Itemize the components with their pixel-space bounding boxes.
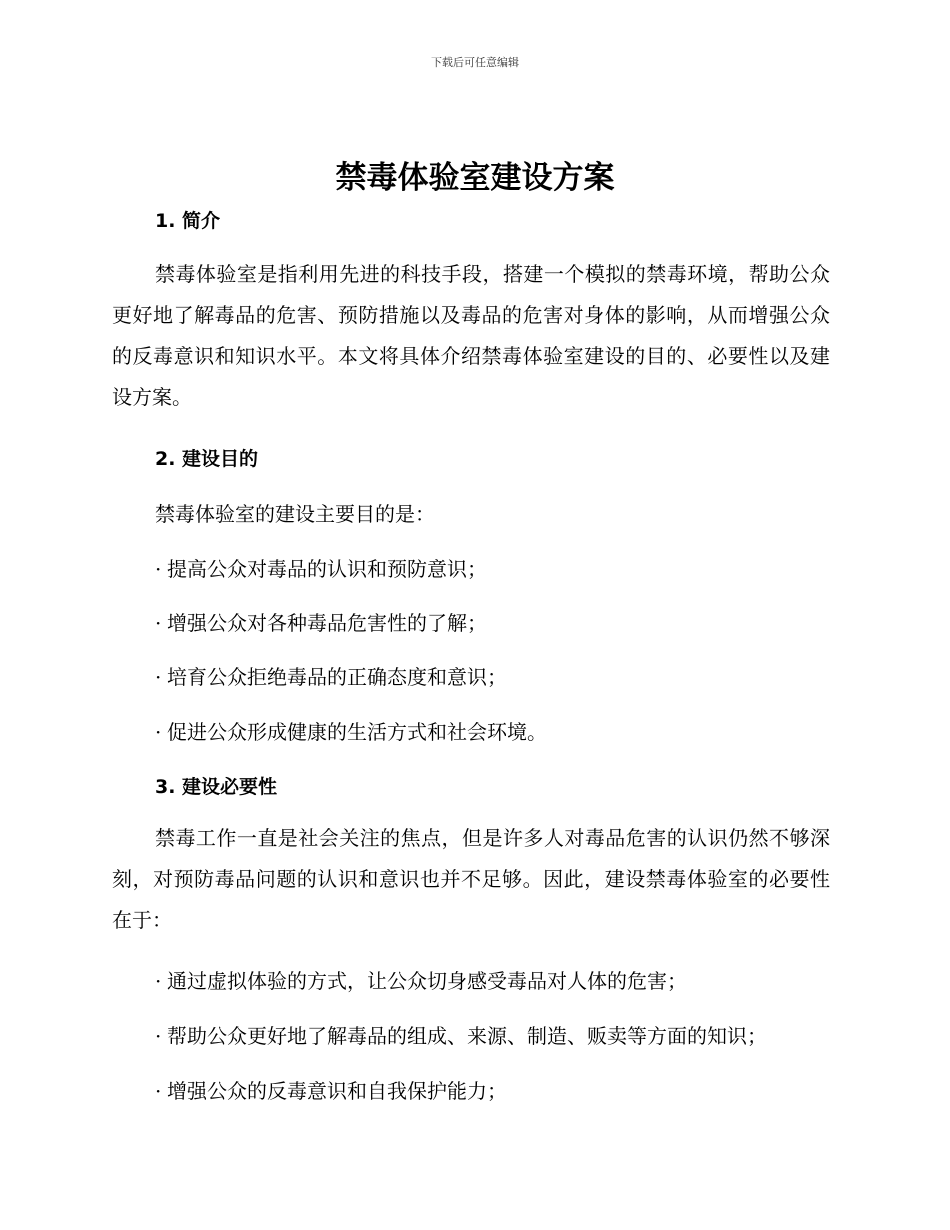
section-heading-purpose: 2. 建设目的 (155, 448, 259, 470)
list-item (155, 553, 487, 582)
bullet-dot: · (155, 557, 162, 581)
bullet-dot: · (155, 665, 162, 689)
list-item-text: 增强公众对各种毒品危害性的了解； (167, 611, 487, 635)
list-item-text: 增强公众的反毒意识和自我保护能力； (167, 1079, 507, 1103)
bullet-dot: · (155, 1024, 162, 1048)
section-heading-intro: 1. 简介 (155, 210, 221, 232)
bullet-dot: · (155, 611, 162, 635)
section-intro-purpose: 禁毒体验室的建设主要目的是： (155, 502, 435, 526)
list-item-text: 帮助公众更好地了解毒品的组成、来源、制造、贩卖等方面的知识； (167, 1024, 767, 1048)
list-item (155, 716, 547, 745)
list-item-text: 促进公众形成健康的生活方式和社会环境。 (167, 720, 547, 744)
list-item-text: 培育公众拒绝毒品的正确态度和意识； (167, 665, 507, 689)
section-paragraph-intro: 禁毒体验室是指利用先进的科技手段，搭建一个模拟的禁毒环境，帮助公众更好地了解毒品的危害、预防措施以及毒品的危害对身体的影响，从而增强公众的反毒意识和知识水平。本文将具体介绍禁毒体验室建设的目的、必要性以及建设方案。 (112, 262, 830, 409)
list-item (155, 1075, 507, 1104)
header-note: 下载后可任意编辑 (431, 56, 519, 69)
document-title: 禁毒体验室建设方案 (335, 160, 615, 196)
list-item-text: 通过虚拟体验的方式，让公众切身感受毒品对人体的危害； (167, 969, 687, 993)
bullet-dot: · (155, 720, 162, 744)
bullet-dot: · (155, 969, 162, 993)
section-paragraph-necessity: 禁毒工作一直是社会关注的焦点，但是许多人对毒品危害的认识仍然不够深刻，对预防毒品问题的认识和意识也并不足够。因此，建设禁毒体验室的必要性在于： (112, 826, 830, 932)
bullet-dot: · (155, 1079, 162, 1103)
list-item (155, 661, 507, 690)
list-item (155, 607, 487, 636)
list-item (155, 1020, 767, 1049)
section-heading-necessity: 3. 建设必要性 (155, 776, 278, 798)
list-item-text: 提高公众对毒品的认识和预防意识； (167, 557, 487, 581)
list-item (155, 965, 687, 994)
